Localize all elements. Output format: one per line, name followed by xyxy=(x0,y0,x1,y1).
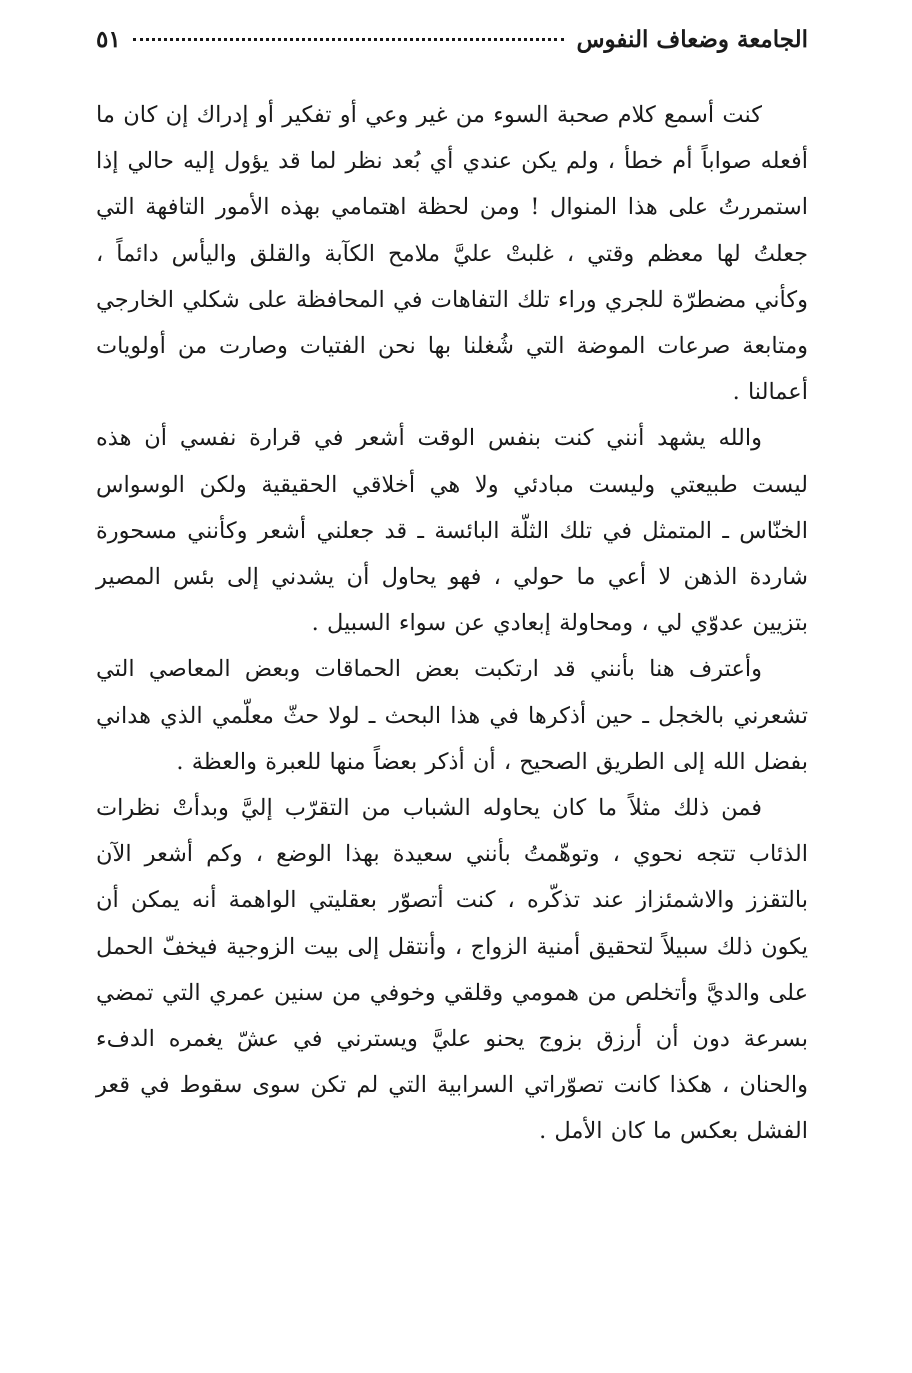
book-page xyxy=(96,26,808,1346)
header-title: الجامعة وضعاف النفوس xyxy=(576,26,808,53)
paragraph-4: فمن ذلك مثلاً ما كان يحاوله الشباب من التقرّب إليَّ وبدأتْ نظرات الذئاب تتجه نحوي ، وتوهّمتُ بأنني سعيدة بهذا الوضع ، وكم أشعر الآن بالتقزز والاشمئزاز عند تذكّره ، كنت أتصوّر بعقليتي الواهمة أنه يمكن أن يكون ذلك سبيلاً لتحقيق أمنية الزواج ، وأنتقل إلى بيت الزوجية فيخفّ الحمل على والديَّ وأتخلص من همومي وقلقي وخوفي من سنين عمري التي تمضي بسرعة دون أن أرزق بزوج يحنو عليَّ ويسترني في عشّ يغمره الدفء والحنان ، هكذا كانت تصوّراتي السرابية التي لم تكن سوى سقوط في قعر الفشل بعكس ما كان الأمل . xyxy=(96,795,808,1145)
paragraph-3: وأعترف هنا بأنني قد ارتكبت بعض الحماقات وبعض المعاصي التي تشعرني بالخجل ـ حين أذكرها في هذا البحث ـ لولا حثّ معلّمي الذي هداني بفضل الله إلى الطريق الصحيح ، أن أذكر بعضاً منها للعبرة والعظة . xyxy=(96,656,808,775)
body-text xyxy=(96,92,808,1155)
paragraph-1: كنت أسمع كلام صحبة السوء من غير وعي أو تفكير أو إدراك إن كان ما أفعله صواباً أم خطأ ، ولم يكن عندي أي بُعد نظر لما قد يؤول إليه حالي إذا استمررتُ على هذا المنوال ! ومن لحظة اهتمامي بهذه الأمور التافهة التي جعلتُ لها معظم وقتي ، غلبتْ عليَّ ملامح الكآبة والقلق واليأس دائماً ، وكأني مضطرّة للجري وراء تلك التفاهات في المحافظة على شكلي الخارجي ومتابعة صرعات الموضة التي شُغلنا بها نحن الفتيات وصارت من أولويات أعمالنا . xyxy=(96,102,808,406)
page-number: ٥١ xyxy=(96,26,121,53)
paragraph-2: والله يشهد أنني كنت بنفس الوقت أشعر في قرارة نفسي أن هذه ليست طبيعتي وليست مبادئي ولا هي أخلاقي الحقيقية ولكن الوسواس الخنّاس ـ المتمثل في تلك الثلّة البائسة ـ قد جعلني أشعر وكأنني مسحورة شاردة الذهن لا أعي ما حولي ، فهو يحاول أن يشدني إلى بئس المصير بتزيين عدوّي لي ، ومحاولة إبعادي عن سواء السبيل . xyxy=(96,425,808,637)
running-header xyxy=(96,26,808,70)
header-dot-leader xyxy=(133,38,565,41)
